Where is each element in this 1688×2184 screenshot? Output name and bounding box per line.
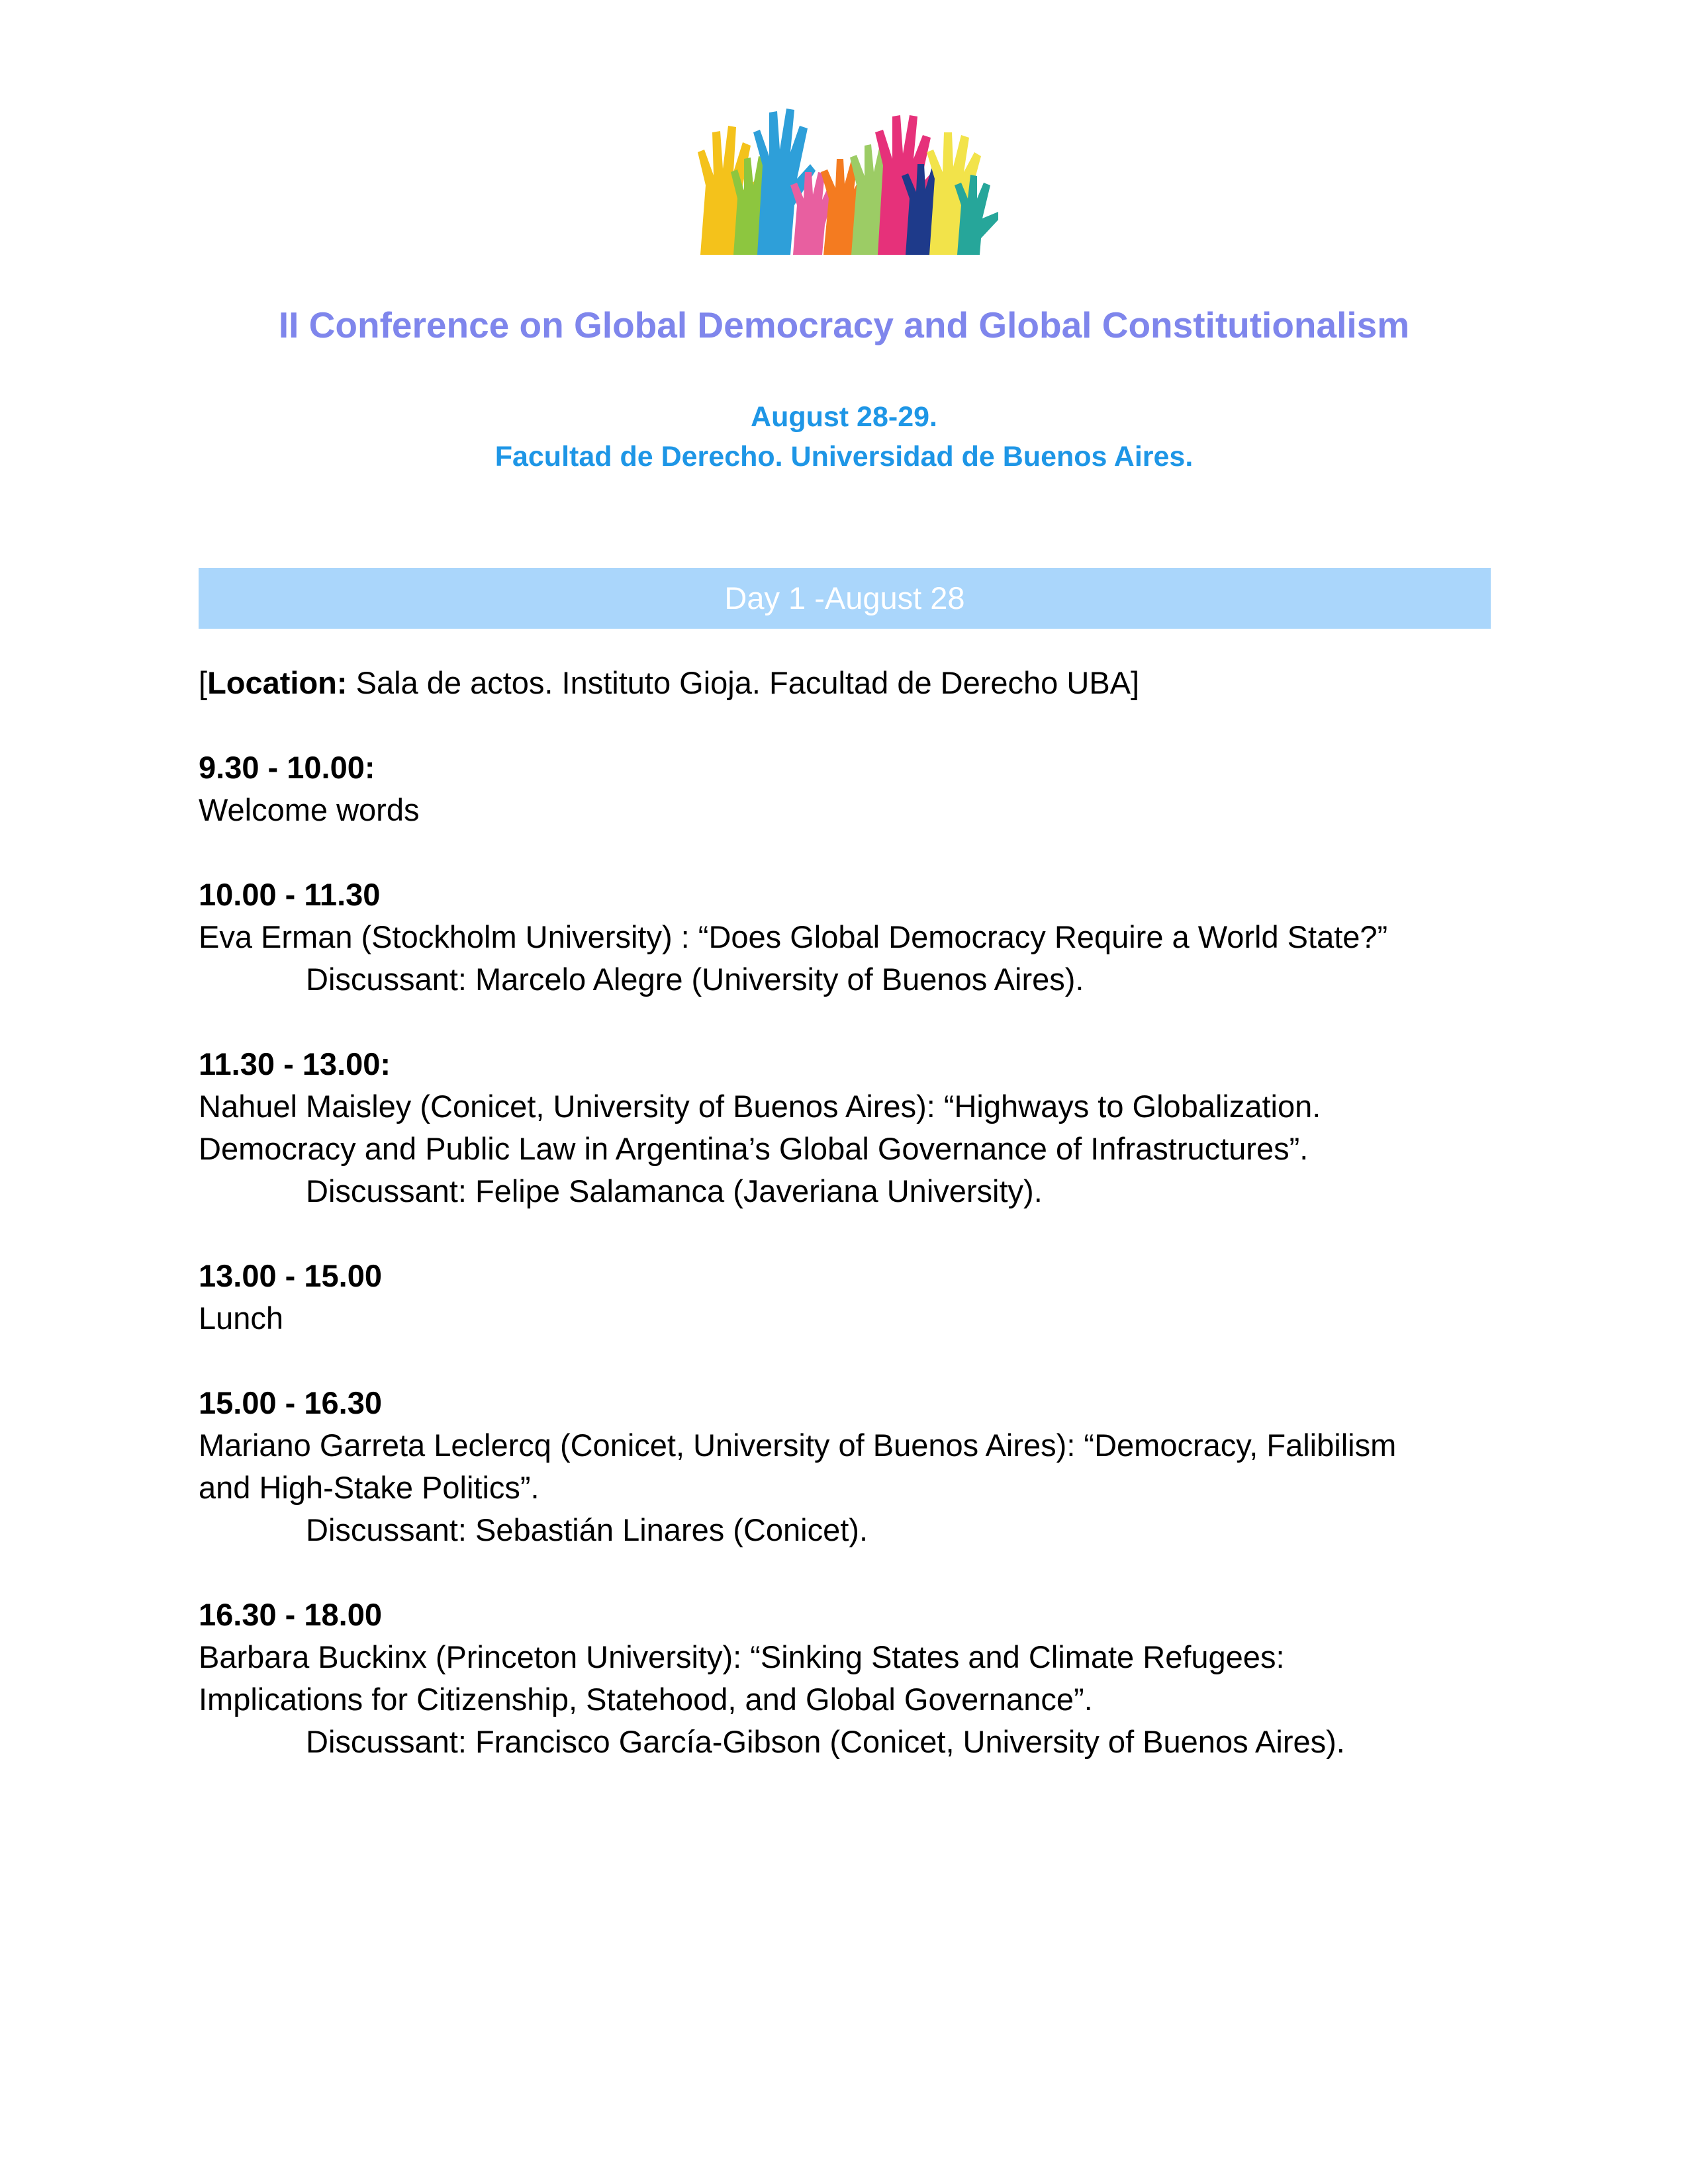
raised-colorful-hands-icon — [694, 106, 998, 255]
session-description: Nahuel Maisley (Conicet, University of Buenos Aires): “Highways to Globalization. — [199, 1089, 1321, 1124]
session-time: 10.00 - 11.30 — [199, 877, 381, 912]
session-discussant: Discussant: Francisco García-Gibson (Conicet, University of Buenos Aires). — [306, 1724, 1345, 1759]
session-description: Lunch — [199, 1300, 284, 1336]
session-item — [199, 1382, 1496, 1551]
session-time: 15.00 - 16.30 — [199, 1385, 382, 1420]
conference-date: August 28-29. — [751, 401, 937, 433]
session-item — [199, 747, 1496, 831]
session-description: Eva Erman (Stockholm University) : “Does Global Democracy Require a World State?” — [199, 919, 1388, 954]
session-description: Barbara Buckinx (Princeton University): “Sinking States and Climate Refugees: — [199, 1639, 1285, 1674]
session-description: Mariano Garreta Leclercq (Conicet, University of Buenos Aires): “Democracy, Falibilism — [199, 1428, 1397, 1463]
session-time: 11.30 - 13.00: — [199, 1046, 391, 1081]
location-line — [199, 662, 1496, 704]
conference-venue: Facultad de Derecho. Universidad de Buenos Aires. — [494, 441, 1194, 473]
session-description: Welcome words — [199, 792, 420, 827]
session-discussant: Discussant: Marcelo Alegre (University of Buenos Aires). — [306, 962, 1084, 997]
session-time: 13.00 - 15.00 — [199, 1258, 382, 1293]
session-description: Democracy and Public Law in Argentina’s Global Governance of Infrastructures”. — [199, 1131, 1309, 1166]
session-item — [199, 1043, 1496, 1212]
session-description: Implications for Citizenship, Statehood, and Global Governance”. — [199, 1682, 1093, 1717]
schedule — [199, 662, 1496, 1805]
location-open-bracket: [ — [199, 665, 208, 700]
session-time: 16.30 - 18.00 — [199, 1597, 382, 1632]
session-discussant: Discussant: Felipe Salamanca (Javeriana University). — [306, 1173, 1043, 1208]
session-time: 9.30 - 10.00: — [199, 750, 375, 785]
session-discussant: Discussant: Sebastián Linares (Conicet). — [306, 1512, 868, 1547]
location-text: Sala de actos. Instituto Gioja. Facultad de Derecho UBA] — [347, 665, 1140, 700]
conference-title: II Conference on Global Democracy and Global Constitutionalism — [278, 304, 1410, 345]
session-item — [199, 1255, 1496, 1340]
session-item — [199, 874, 1496, 1001]
session-description: and High-Stake Politics”. — [199, 1470, 539, 1505]
day-header-bar: Day 1 -August 28 — [199, 568, 1491, 629]
location-label: Location: — [207, 665, 348, 700]
session-item — [199, 1594, 1496, 1763]
